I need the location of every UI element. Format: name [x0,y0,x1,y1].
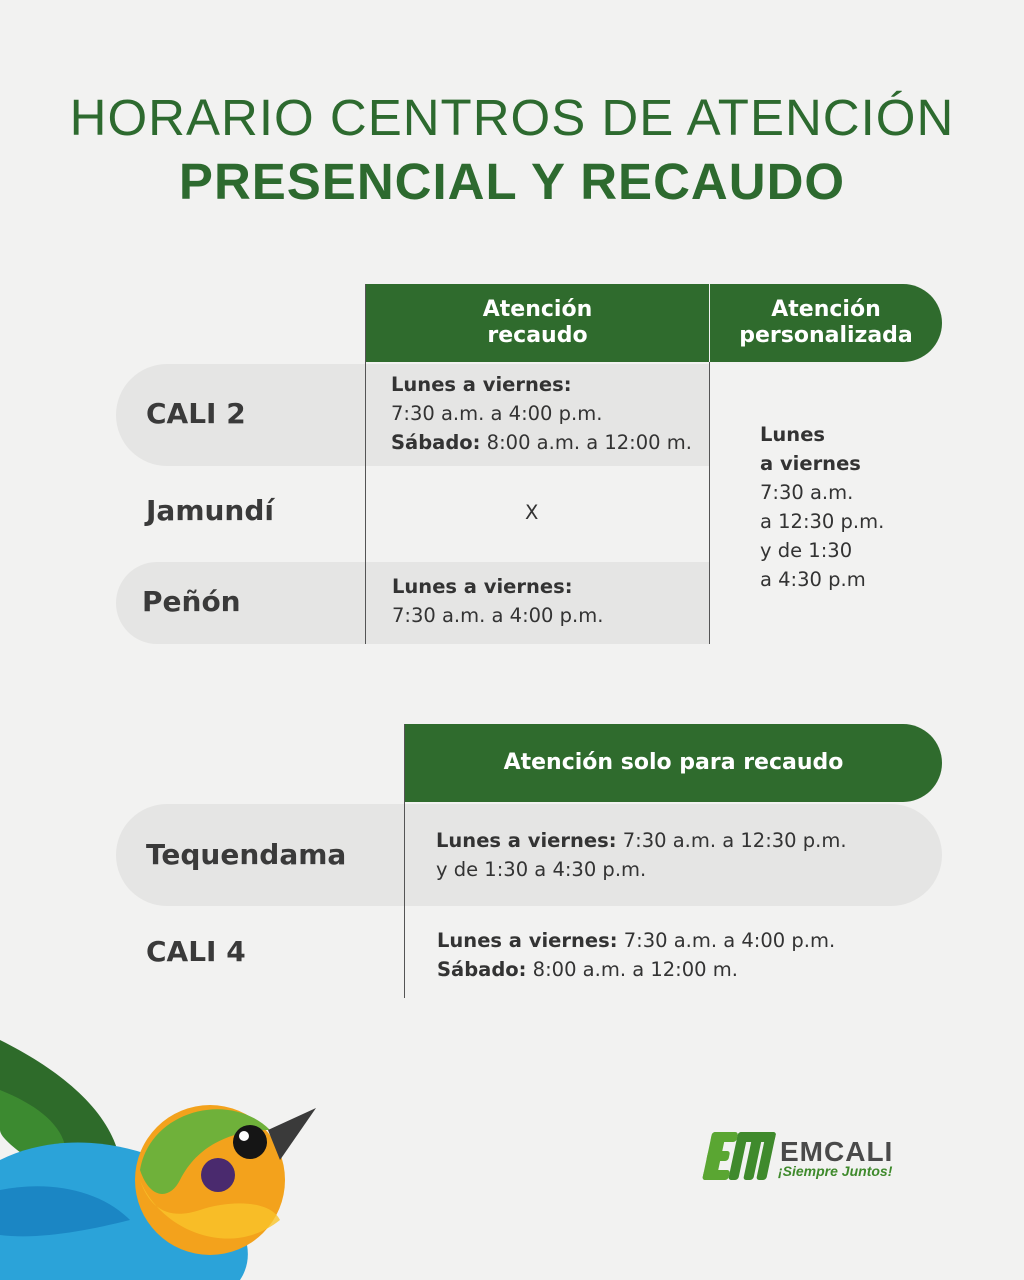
header-personal-line1: Atención [771,297,881,322]
header-recaudo-line1: Atención [482,297,593,322]
bird-eye [233,1125,267,1159]
emcali-logo-icon [700,1124,776,1190]
cali4-saturday-hours: 8:00 a.m. a 12:00 m. [526,958,738,981]
brand-name: EMCALI [780,1136,894,1167]
header-recaudo-line2: recaudo [487,323,588,348]
tequendama-hours-1: 7:30 a.m. a 12:30 p.m. [616,829,847,852]
header-solo-recaudo: Atención solo para recaudo [405,724,942,802]
tequendama-label-weekdays: Lunes a viernes: [436,829,617,852]
personal-line2: a viernes [760,452,861,475]
page-title-line1: HORARIO CENTROS DE ATENCIÓN [69,89,955,146]
cali4-label-weekdays: Lunes a viernes: [437,929,618,952]
jamundi-recaudo-value: X [525,501,539,524]
location-penon: Peñón [142,585,241,618]
page-title-line2: PRESENCIAL Y RECAUDO [178,153,846,210]
bird-cheek-spot [201,1158,235,1192]
location-jamundi: Jamundí [146,494,274,527]
personal-schedule [760,420,884,594]
penon-schedule [392,572,603,630]
cali2-label-saturday: Sábado: [391,431,481,454]
penon-label-weekdays: Lunes a viernes: [392,575,573,598]
brand-tagline: ¡Siempre Juntos! [778,1163,893,1179]
cali2-schedule [391,370,692,457]
location-tequendama: Tequendama [146,838,347,871]
location-cali4: CALI 4 [146,935,246,968]
personal-line3: 7:30 a.m. [760,481,854,504]
table1-divider-left [365,284,366,644]
bird-eye-highlight [239,1131,249,1141]
cali2-label-weekdays: Lunes a viernes: [391,373,572,396]
personal-line4: a 12:30 p.m. [760,510,885,533]
location-cali2: CALI 2 [146,397,246,430]
table1-divider-right [709,362,710,644]
cali4-weekday-hours: 7:30 a.m. a 4:00 p.m. [617,929,836,952]
header-atencion-personalizada [710,284,942,362]
personal-line6: a 4:30 p.m [760,568,866,591]
table2-divider [404,724,405,998]
tequendama-schedule [436,826,847,884]
cali4-schedule [437,926,835,984]
bird-illustration [0,1030,340,1280]
header-personal-line2: personalizada [739,323,913,348]
personal-line1: Lunes [760,423,826,446]
cali2-saturday-hours: 8:00 a.m. a 12:00 m. [480,431,692,454]
cali4-label-saturday: Sábado: [437,958,527,981]
header-atencion-recaudo [366,284,709,362]
penon-weekday-hours: 7:30 a.m. a 4:00 p.m. [392,604,604,627]
cali2-weekday-hours: 7:30 a.m. a 4:00 p.m. [391,402,603,425]
tequendama-hours-2: y de 1:30 a 4:30 p.m. [436,858,647,881]
personal-line5: y de 1:30 [760,539,853,562]
